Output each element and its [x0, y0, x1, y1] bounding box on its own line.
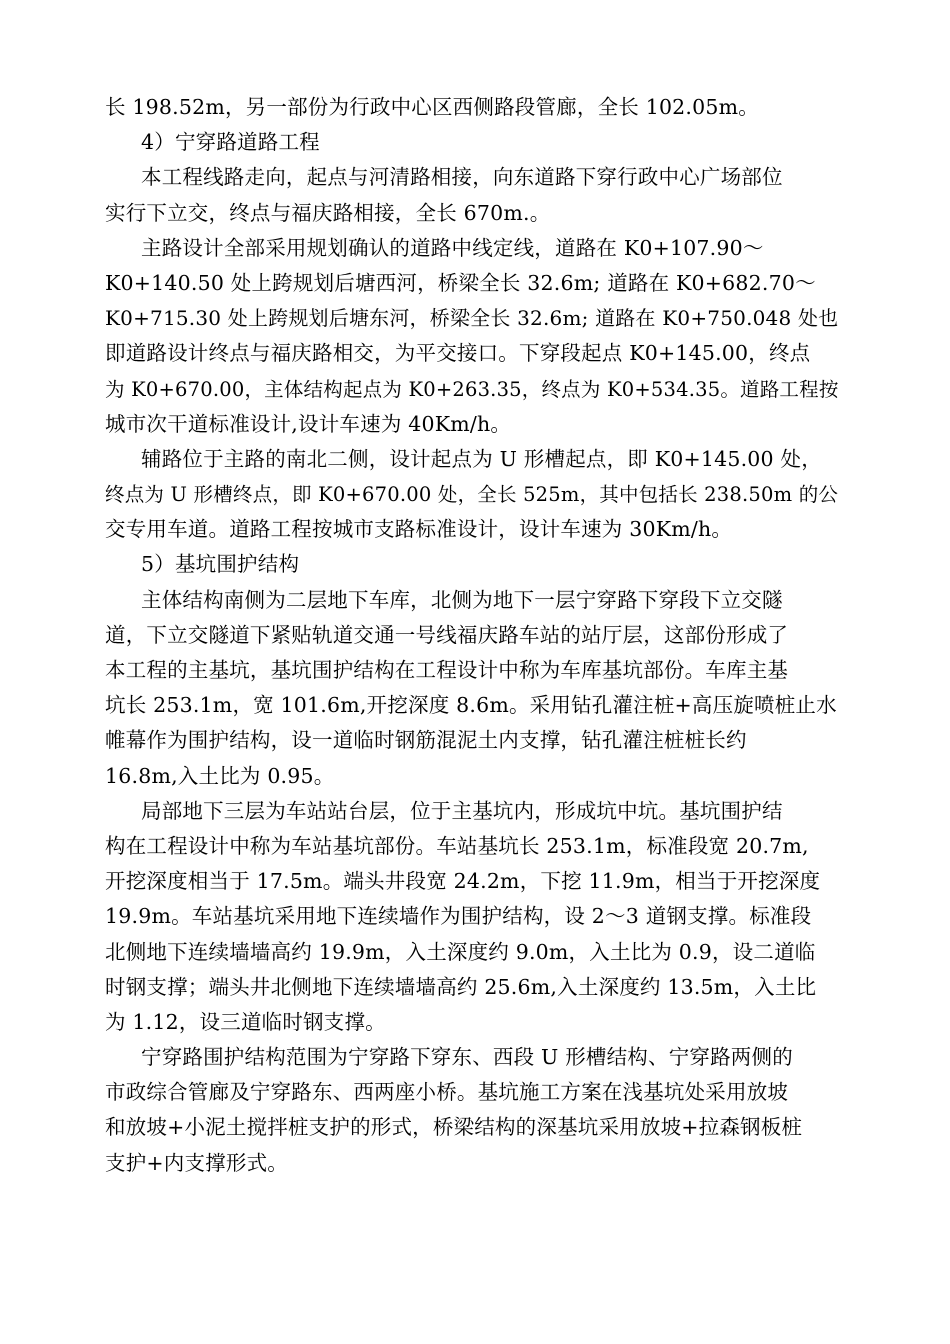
- text-line: K0+715.30 处上跨规划后塘东河，桥梁全长 32.6m; 道路在 K0+750.048 处也: [105, 306, 839, 331]
- text-line: 即道路设计终点与福庆路相交，为平交接口。下穿段起点 K0+145.00，终点: [105, 341, 811, 366]
- text-line: 局部地下三层为车站站台层，位于主基坑内，形成坑中坑。基坑围护结: [141, 798, 783, 823]
- text-line: 本工程线路走向，起点与河清路相接，向东道路下穿行政中心广场部位: [141, 165, 783, 190]
- text-line: 辅路位于主路的南北二侧，设计起点为 U 形槽起点，即 K0+145.00 处，: [141, 446, 822, 471]
- text-line: 城市次干道标准设计,设计车速为 40Km/h。: [105, 411, 512, 436]
- section-heading-4: 4）宁穿路道路工程: [141, 130, 320, 155]
- text-line: 道，下立交隧道下紧贴轨道交通一号线福庆路车站的站厅层，这部份形成了: [105, 622, 789, 647]
- text-line: 交专用车道。道路工程按城市支路标准设计，设计车速为 30Km/h。: [105, 517, 733, 542]
- section-heading-5: 5）基坑围护结构: [141, 552, 300, 577]
- text-line: 实行下立交，终点与福庆路相接，全长 670m.。: [105, 200, 551, 225]
- text-line: 为 K0+670.00，主体结构起点为 K0+263.35，终点为 K0+534.35。道路工程按: [105, 377, 839, 401]
- text-line: 本工程的主基坑，基坑围护结构在工程设计中称为车库基坑部份。车库主基: [105, 658, 789, 682]
- text-line: 市政综合管廊及宁穿路东、西两座小桥。基坑施工方案在浅基坑处采用放坡: [105, 1080, 789, 1105]
- text-line: 支护+内支撑形式。: [105, 1150, 288, 1175]
- text-line: 16.8m,入土比为 0.95。: [105, 763, 335, 788]
- text-line: 时钢支撑；端头井北侧地下连续墙墙高约 25.6m,入土深度约 13.5m，入土比: [105, 974, 817, 999]
- text-line: 开挖深度相当于 17.5m。端头井段宽 24.2m，下挖 11.9m，相当于开挖深度: [105, 869, 821, 894]
- text-line: K0+140.50 处上跨规划后塘西河，桥梁全长 32.6m; 道路在 K0+682.70～: [105, 270, 816, 295]
- text-line: 构在工程设计中称为车站基坑部份。车站基坑长 253.1m，标准段宽 20.7m,: [105, 833, 809, 858]
- text-line: 主体结构南侧为二层地下车库，北侧为地下一层宁穿路下穿段下立交隧: [141, 587, 783, 612]
- text-line: 宁穿路围护结构范围为宁穿路下穿东、西段 U 形槽结构、宁穿路两侧的: [141, 1045, 793, 1070]
- text-line: 帷幕作为围护结构，设一道临时钢筋混泥土内支撑，钻孔灌注桩桩长约: [105, 728, 747, 753]
- text-line: 北侧地下连续墙墙高约 19.9m，入土深度约 9.0m，入土比为 0.9，设二道临: [105, 939, 816, 964]
- text-line: 坑长 253.1m，宽 101.6m,开挖深度 8.6m。采用钻孔灌注桩+高压旋喷桩止水: [105, 693, 837, 718]
- text-line: 为 1.12，设三道临时钢支撑。: [105, 1009, 386, 1034]
- text-line: 终点为 U 形槽终点，即 K0+670.00 处，全长 525m，其中包括长 238.50m 的公: [105, 483, 839, 507]
- text-line: 主路设计全部采用规划确认的道路中线定线，道路在 K0+107.90～: [141, 235, 764, 260]
- document-body: [105, 90, 850, 1181]
- text-line: 和放坡+小泥土搅拌桩支护的形式，桥梁结构的深基坑采用放坡+拉森钢板桩: [105, 1115, 803, 1140]
- text-line: 长 198.52m，另一部份为行政中心区西侧路段管廊，全长 102.05m。: [105, 95, 759, 119]
- text-line: 19.9m。车站基坑采用地下连续墙作为围护结构，设 2～3 道钢支撑。标准段: [105, 904, 812, 929]
